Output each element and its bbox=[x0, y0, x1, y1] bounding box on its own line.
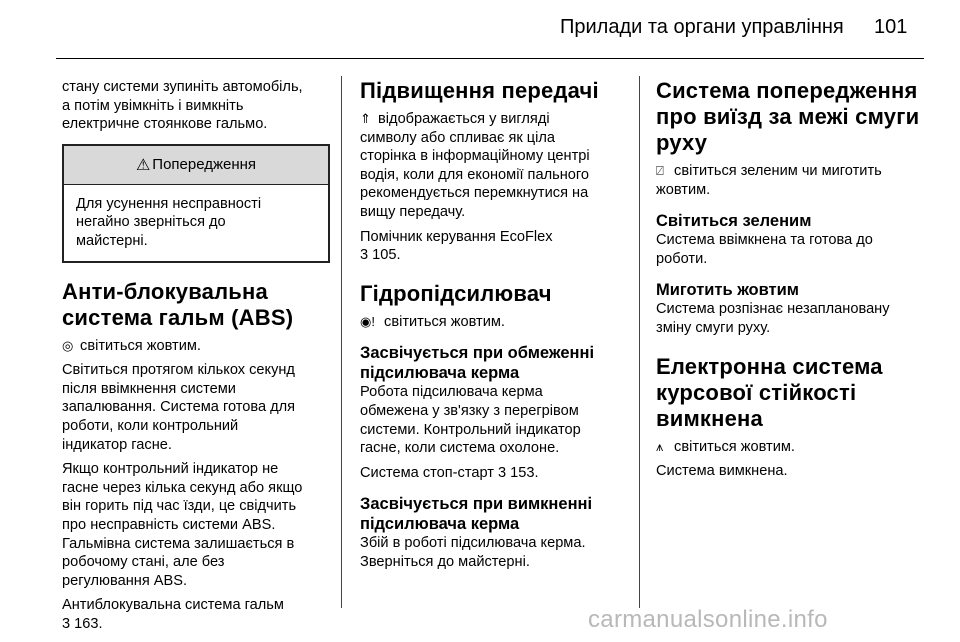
shift-heading: Підвищення передачі bbox=[360, 78, 599, 103]
column-1 bbox=[62, 78, 330, 633]
upshift-icon: ⇑ bbox=[360, 111, 371, 126]
ecoflex-page-reference[interactable]: 3 105. bbox=[360, 247, 401, 264]
limited-assist-heading: Засвічується при обмеженні підсилювача керма bbox=[360, 344, 595, 383]
stop-start-reference[interactable]: Система стоп-старт 3 153. bbox=[360, 464, 539, 481]
shift-text: ⇑ відображається у вигляді символу або спливає як ціла сторінка в інформаційному центрі водія, коли для економії пального рекомендується перемкнутися на вищу передачу. bbox=[360, 111, 590, 220]
warning-body: Для усунення несправності негайно зверніться до майстерні. bbox=[76, 195, 262, 249]
flashing-yellow-heading: Миготить жовтим bbox=[656, 281, 799, 300]
abs-status: ◎ світиться жовтим. bbox=[62, 337, 201, 354]
lane-departure-heading: Система попередження про виїзд за межі смуги руху bbox=[656, 78, 920, 155]
intro-text: стану системи зупиніть автомобіль, а потім увімкніть і вимкніть електричне стоянкове гальмо. bbox=[62, 79, 303, 133]
warning-header bbox=[64, 146, 328, 185]
column-3 bbox=[656, 78, 924, 481]
warning-triangle-icon: ⚠ bbox=[135, 156, 151, 174]
watermark: carmanualsonline.info bbox=[588, 606, 828, 633]
abs-heading: Анти-блокувальна система гальм (ABS) bbox=[62, 278, 294, 330]
ecoflex-reference: Помічник керування EcoFlex 3 105. bbox=[360, 228, 553, 264]
column-divider-1 bbox=[341, 76, 342, 608]
flashing-yellow-text: Система розпізнає незаплановану зміну смуги руху. bbox=[656, 301, 890, 336]
esc-off-icon: ⩚ bbox=[656, 438, 664, 454]
power-steering-status: ◉! світиться жовтим. bbox=[360, 313, 505, 330]
page-number: 101 bbox=[874, 16, 908, 38]
assist-off-text: Збій в роботі підсилювача керма. Зверніться до майстерні. bbox=[360, 535, 586, 570]
esc-off-status: ⩚ світиться жовтим. bbox=[656, 438, 795, 455]
lane-departure-icon: ⍁ bbox=[656, 163, 664, 178]
lit-green-heading: Світиться зеленим bbox=[656, 212, 812, 231]
limited-assist-text: Робота підсилювача керма обмежена у зв'язку з перегрівом системи. Контрольний індикатор гасне, коли система охолоне. bbox=[360, 384, 581, 457]
column-2 bbox=[360, 78, 632, 572]
warning-title: Попередження bbox=[152, 156, 257, 174]
header-divider bbox=[56, 58, 924, 59]
esc-off-text: Система вимкнена. bbox=[656, 463, 788, 480]
power-steering-heading: Гідропідсилювач bbox=[360, 280, 552, 306]
lane-departure-status: ⍁ світиться зеленим чи миготить жовтим. bbox=[656, 163, 882, 198]
column-divider-2 bbox=[639, 76, 640, 608]
assist-off-heading: Засвічується при вимкненні підсилювача керма bbox=[360, 495, 593, 534]
page-header-title: Прилади та органи управління bbox=[560, 16, 844, 38]
abs-indicator-icon: ◎ bbox=[62, 337, 74, 353]
esc-off-heading: Електронна система курсової стійкості вимкнена bbox=[656, 353, 883, 431]
abs-paragraph-1: Світиться протягом кількох секунд після ввімкнення системи запалювання. Система готова для роботи, коли контрольний індикатор гасне. bbox=[62, 362, 296, 453]
lit-green-text: Система ввімкнена та готова до роботи. bbox=[656, 232, 873, 267]
steering-warning-icon: ◉! bbox=[360, 313, 375, 329]
abs-paragraph-2: Якщо контрольний індикатор не гасне через кілька секунд або якщо він горить під час їзди, це свідчить про несправність системи ABS. Гальмівна система залишається в робочому стані, але без регулювання ABS. bbox=[62, 461, 303, 589]
warning-box bbox=[62, 144, 330, 263]
abs-page-reference[interactable]: 3 163. bbox=[62, 615, 103, 632]
abs-paragraph-3: Антиблокувальна система гальм 3 163. bbox=[62, 597, 284, 632]
